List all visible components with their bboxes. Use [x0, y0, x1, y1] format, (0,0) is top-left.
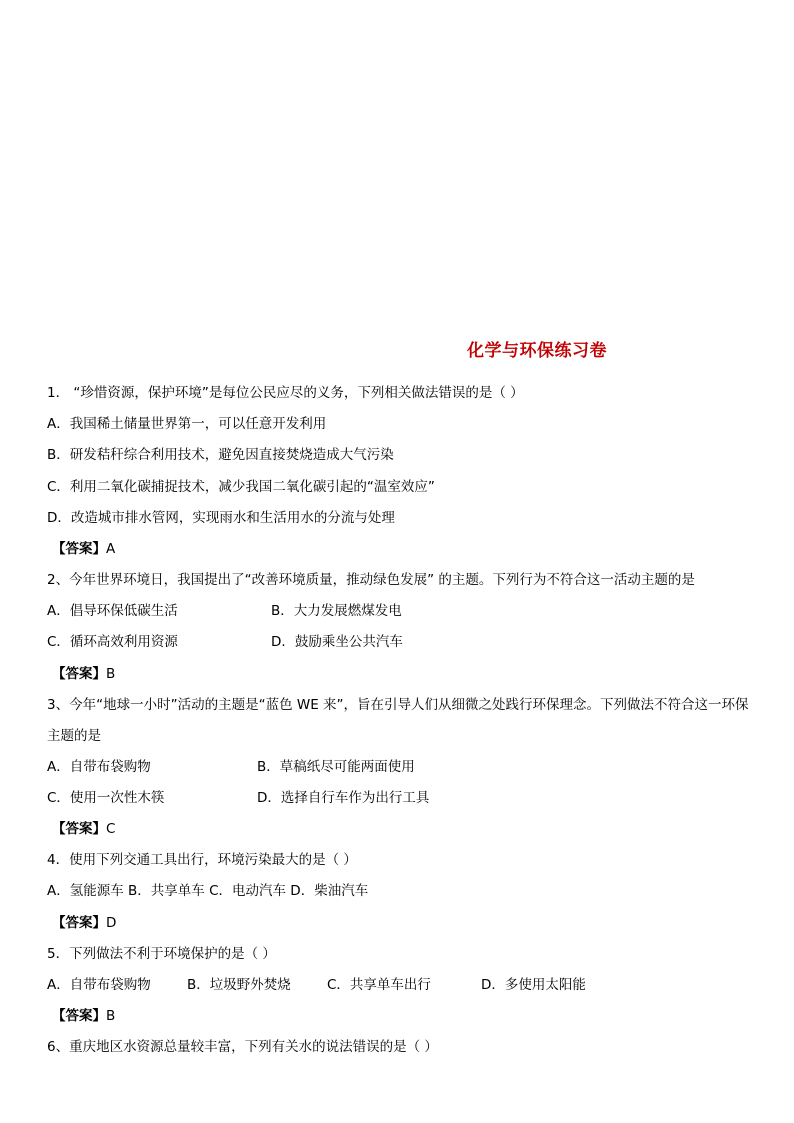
question-1-option-d: D．改造城市排水管网，实现雨水和生活用水的分流与处理 [47, 510, 395, 526]
question-3-answer [52, 819, 115, 839]
answer-label: 【答案】 [52, 541, 106, 557]
question-4-options: A．氢能源车 B．共享单车 C．电动汽车 D．柴油汽车 [47, 883, 369, 899]
question-2-stem: 2、今年世界环境日，我国提出了“改善环境质量，推动绿色发展” 的主题。下列行为不符合这一活动主题的是 [47, 572, 695, 588]
question-3-option-a: A．自带布袋购物 [47, 759, 151, 775]
question-2-option-b: B．大力发展燃煤发电 [271, 603, 402, 619]
answer-value: A [106, 541, 116, 557]
answer-label: 【答案】 [52, 915, 106, 931]
question-1-stem: 1． “珍惜资源，保护环境”是每位公民应尽的义务，下列相关做法错误的是（ ） [47, 385, 524, 401]
question-1-option-a: A．我国稀土储量世界第一，可以任意开发利用 [47, 416, 327, 432]
question-2-option-d: D．鼓励乘坐公共汽车 [271, 634, 403, 650]
page-title: 化学与环保练习卷 [467, 341, 607, 361]
question-2-option-c: C．循环高效利用资源 [47, 634, 178, 650]
answer-label: 【答案】 [52, 1008, 106, 1024]
question-3-option-b: B．草稿纸尽可能两面使用 [257, 759, 415, 775]
question-6-stem: 6、重庆地区水资源总量较丰富，下列有关水的说法错误的是（ ） [47, 1039, 438, 1055]
question-2-options-row-2 [47, 632, 747, 652]
question-4-stem: 4．使用下列交通工具出行，环境污染最大的是（ ） [47, 852, 357, 868]
question-5-option-a: A．自带布袋购物 [47, 977, 151, 993]
answer-label: 【答案】 [52, 821, 106, 837]
question-2-option-a: A．倡导环保低碳生活 [47, 603, 178, 619]
question-2-answer [52, 664, 115, 684]
question-1-option-c: C．利用二氧化碳捕捉技术，减少我国二氧化碳引起的“温室效应” [47, 479, 435, 495]
question-1-option-b: B．研发秸秆综合利用技术，避免因直接焚烧造成大气污染 [47, 447, 394, 463]
question-5-options-row [47, 975, 747, 995]
question-4-answer [52, 913, 116, 933]
question-3-option-c: C．使用一次性木筷 [47, 790, 165, 806]
question-3-options-row-2 [47, 788, 747, 808]
question-5-option-c: C．共享单车出行 [327, 977, 431, 993]
question-5-option-d: D．多使用太阳能 [481, 977, 586, 993]
question-2-options-row-1 [47, 601, 747, 621]
answer-value: D [106, 915, 117, 931]
question-5-stem: 5．下列做法不利于环境保护的是（ ） [47, 946, 276, 962]
question-1-answer [52, 539, 115, 559]
question-5-option-b: B．垃圾野外焚烧 [187, 977, 291, 993]
question-5-answer [52, 1006, 115, 1026]
answer-value: B [106, 666, 116, 682]
answer-label: 【答案】 [52, 666, 106, 682]
question-3-stem: 3、今年“地球一小时”活动的主题是“蓝色 WE 来”，旨在引导人们从细微之处践行环保理念。下列做法不符合这一环保主题的是 [47, 697, 749, 744]
answer-value: B [106, 1008, 116, 1024]
question-3-options-row-1 [47, 757, 747, 777]
question-3-option-d: D．选择自行车作为出行工具 [257, 790, 430, 806]
answer-value: C [106, 821, 116, 837]
